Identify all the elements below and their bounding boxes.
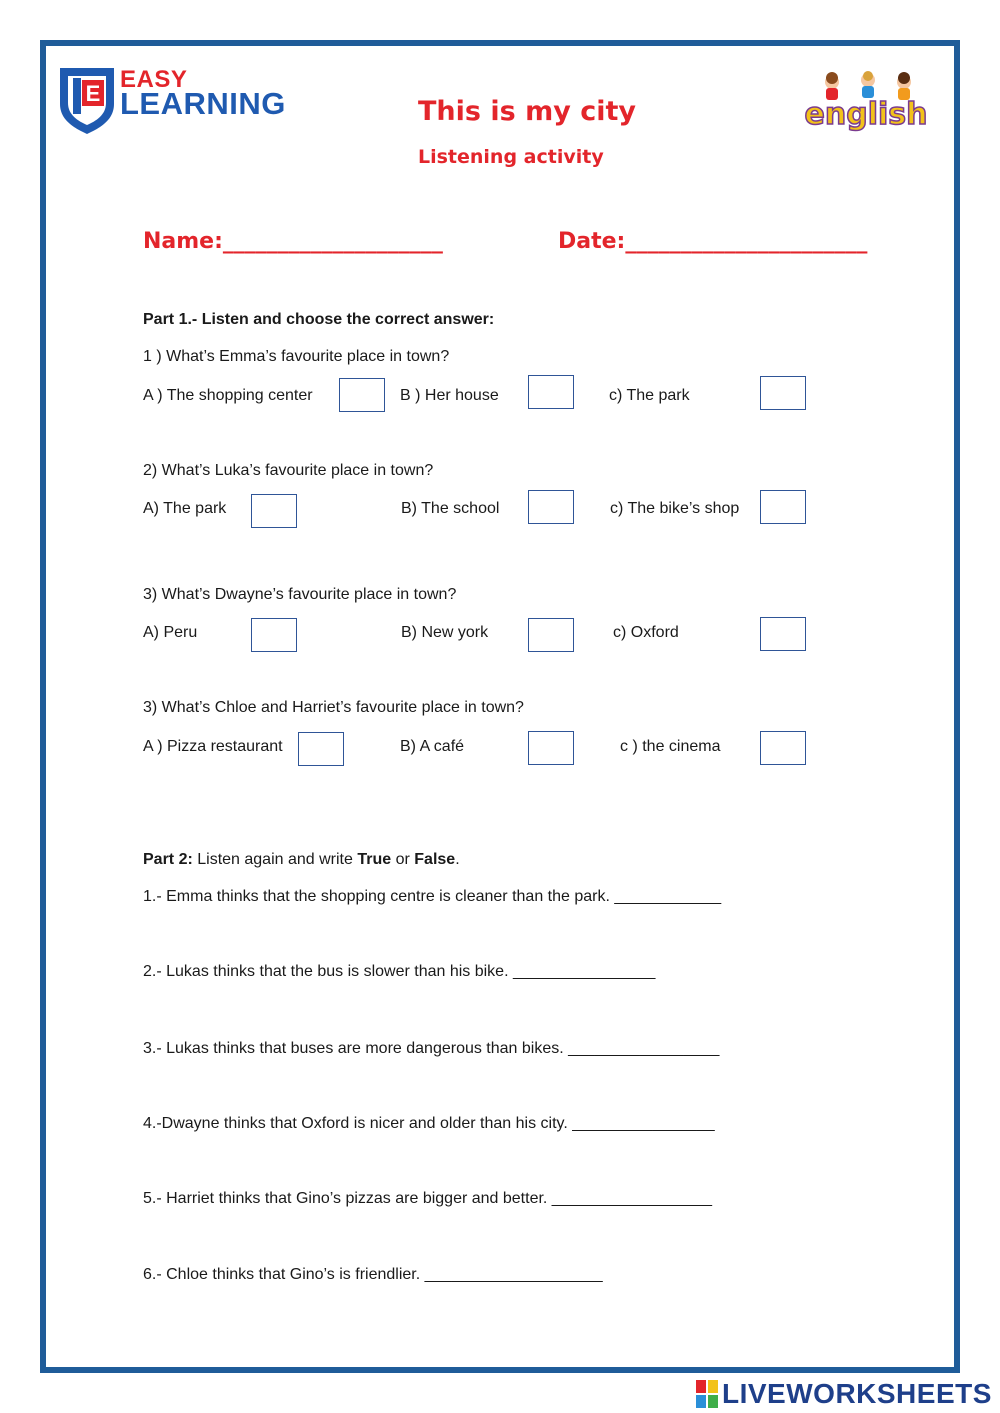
word-false: False: [414, 851, 456, 868]
logo-badge-letter: E: [85, 81, 101, 106]
q3-option-a: A) Peru: [143, 624, 198, 641]
q3-checkbox-a[interactable]: [251, 618, 297, 652]
q4-option-b: B) A café: [400, 738, 465, 755]
question-2: 2) What’s Luka’s favourite place in town?: [143, 462, 434, 479]
q4-option-c: c ) the cinema: [620, 738, 721, 755]
word-true: True: [357, 851, 392, 868]
date-field[interactable]: Date:______________________: [558, 229, 868, 254]
statement-1[interactable]: 1.- Emma thinks that the shopping centre is cleaner than the park. ____________: [143, 888, 722, 905]
q2-option-c: c) The bike’s shop: [610, 500, 740, 517]
shield-icon: [56, 64, 118, 136]
q1-option-c: c) The park: [609, 387, 690, 404]
q2-checkbox-c[interactable]: [760, 490, 806, 524]
liveworksheets-logo: [696, 1376, 996, 1410]
page-title: This is my city: [418, 96, 636, 127]
part2-heading-text: Listen again and write: [192, 851, 358, 868]
liveworksheets-icon: [696, 1380, 720, 1410]
statement-2[interactable]: 2.- Lukas thinks that the bus is slower than his bike. ________________: [143, 963, 656, 980]
question-1: 1 ) What’s Emma’s favourite place in town?: [143, 348, 450, 365]
q1-checkbox-a[interactable]: [339, 378, 385, 412]
question-3: 3) What’s Dwayne’s favourite place in town?: [143, 586, 457, 603]
q4-option-a: A ) Pizza restaurant: [143, 738, 283, 755]
logo-learning-text: LEARNING: [120, 86, 286, 121]
q3-checkbox-b[interactable]: [528, 618, 574, 652]
q3-checkbox-c[interactable]: [760, 617, 806, 651]
q1-option-a: A ) The shopping center: [143, 387, 313, 404]
q1-option-b: B ) Her house: [400, 387, 499, 404]
part2-heading-or: or: [391, 851, 415, 868]
statement-5[interactable]: 5.- Harriet thinks that Gino’s pizzas are bigger and better. __________________: [143, 1190, 712, 1207]
part1-heading: Part 1.- Listen and choose the correct answer:: [143, 311, 495, 328]
q3-option-b: B) New york: [401, 624, 489, 641]
statement-4[interactable]: 4.-Dwayne thinks that Oxford is nicer and older than his city. ________________: [143, 1115, 715, 1132]
english-kids-icon: [792, 70, 940, 136]
question-4: 3) What’s Chloe and Harriet’s favourite place in town?: [143, 699, 524, 716]
q2-checkbox-b[interactable]: [528, 490, 574, 524]
logo-easy-text: EASY: [120, 66, 188, 93]
english-logo: [792, 70, 940, 136]
q2-checkbox-a[interactable]: [251, 494, 297, 528]
page-subtitle: Listening activity: [418, 146, 604, 168]
q4-checkbox-a[interactable]: [298, 732, 344, 766]
q4-checkbox-b[interactable]: [528, 731, 574, 765]
q4-checkbox-c[interactable]: [760, 731, 806, 765]
q1-checkbox-c[interactable]: [760, 376, 806, 410]
q3-option-c: c) Oxford: [613, 624, 679, 641]
q2-option-b: B) The school: [401, 500, 500, 517]
part2-heading-end: .: [455, 851, 460, 868]
part2-heading: [143, 851, 460, 869]
part2-heading-label: Part 2:: [143, 851, 193, 868]
statement-6[interactable]: 6.- Chloe thinks that Gino’s is friendlier. ____________________: [143, 1266, 603, 1283]
english-logo-text: english: [804, 97, 928, 132]
q1-checkbox-b[interactable]: [528, 375, 574, 409]
name-field[interactable]: Name:____________________: [143, 229, 443, 254]
q2-option-a: A) The park: [143, 500, 227, 517]
easy-learning-logo: [56, 64, 296, 138]
liveworksheets-text: LIVEWORKSHEETS: [722, 1378, 992, 1409]
statement-3[interactable]: 3.- Lukas thinks that buses are more dangerous than bikes. _________________: [143, 1040, 720, 1057]
